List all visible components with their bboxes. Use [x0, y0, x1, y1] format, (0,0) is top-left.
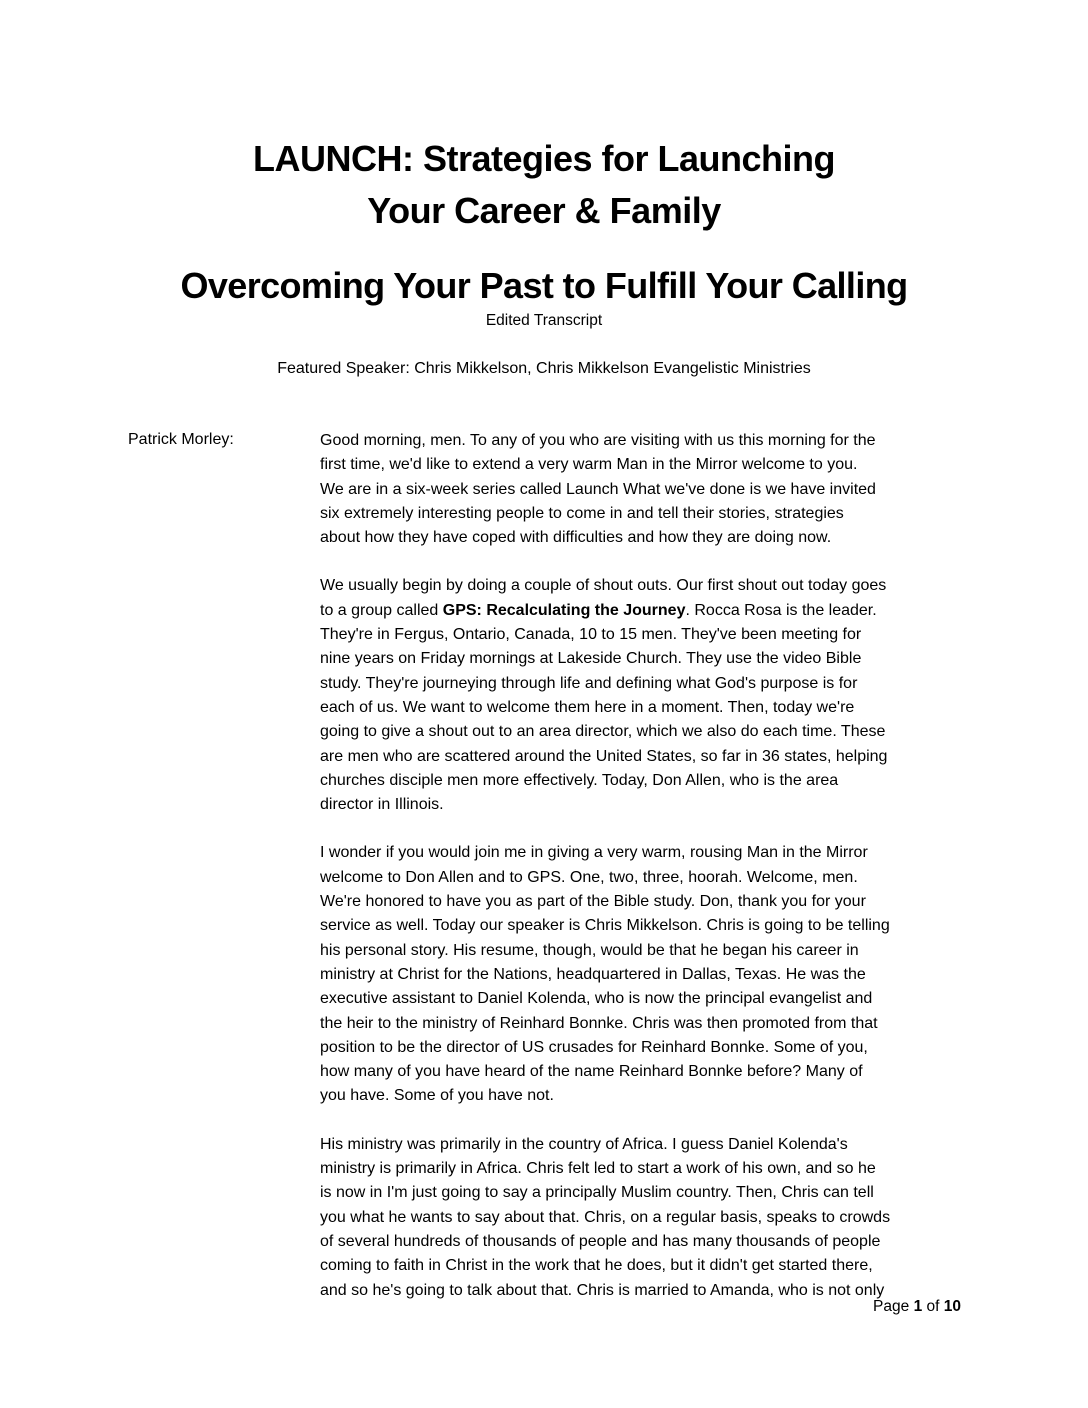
page-title-line-2: Your Career & Family [367, 190, 721, 231]
text-line: you what he wants to say about that. Chris, on a regular basis, speaks to crowds [320, 1208, 891, 1226]
speaker-name: Patrick Morley: [128, 431, 234, 448]
text-line: Good morning, men. To any of you who are visiting with us this morning for the [320, 432, 876, 449]
text-line: I wonder if you would join me in giving a very warm, rousing Man in the Mirror [320, 844, 868, 862]
text-line: service as well. Today our speaker is Chris Mikkelson. Chris is going to be telling [320, 917, 890, 935]
total-pages: 10 [943, 1298, 961, 1315]
text-line: first time, we'd like to extend a very warm Man in the Mirror welcome to you. [320, 456, 858, 474]
edited-transcript-label: Edited Transcript [485, 312, 603, 329]
text-line: welcome to Don Allen and to GPS. One, two, three, hoorah. Welcome, men. [320, 868, 858, 886]
text-line: We usually begin by doing a couple of shout outs. Our first shout out today goes [320, 577, 887, 595]
paragraph-1 [320, 429, 970, 550]
text-line: and so he's going to talk about that. Chris is married to Amanda, who is not only [320, 1281, 885, 1299]
text-line: about how they have coped with difficulties and how they are doing now. [320, 529, 832, 547]
featured-speaker-line: Featured Speaker: Chris Mikkelson, Chris Mikkelson Evangelistic Ministries [277, 360, 811, 377]
page-title-line-1: LAUNCH: Strategies for Launching [252, 138, 836, 179]
text-line: position to be the director of US crusades for Reinhard Bonnke. Some of you, [320, 1038, 868, 1056]
text-line: executive assistant to Daniel Kolenda, who is now the principal evangelist and [320, 990, 873, 1008]
page-number-footer [873, 1296, 961, 1318]
text-line: how many of you have heard of the name Reinhard Bonnke before? Many of [320, 1063, 863, 1081]
text-line: his personal story. His resume, though, would be that he began his career in [320, 941, 859, 959]
text-line [320, 599, 970, 623]
text-line: coming to faith in Christ in the work that he does, but it didn't get started there, [320, 1257, 873, 1275]
text-segment: . Rocca Rosa is the leader. [685, 601, 877, 619]
paragraph-4 [320, 1133, 970, 1303]
text-line: They're in Fergus, Ontario, Canada, 10 to 15 men. They've been meeting for [320, 626, 862, 644]
group-name-bold: GPS: Recalculating the Journey [442, 601, 686, 619]
text-line: His ministry was primarily in the country of Africa. I guess Daniel Kolenda's [320, 1135, 848, 1153]
paragraph-3 [320, 841, 970, 1108]
text-line: of several hundreds of thousands of people and has many thousands of people [320, 1232, 881, 1250]
text-line: is now in I'm just going to say a principally Muslim country. Then, Chris can tell [320, 1184, 874, 1202]
text-line: study. They're journeying through life and defining what God's purpose is for [320, 674, 858, 692]
transcript-body [320, 429, 970, 1327]
text-line: churches disciple men more effectively. Today, Don Allen, who is the area [320, 771, 839, 789]
text-line: ministry is primarily in Africa. Chris felt led to start a work of his own, and so he [320, 1160, 876, 1178]
text-line: director in Illinois. [320, 796, 444, 814]
text-line: going to give a shout out to an area director, which we also do each time. These [320, 723, 886, 741]
title-block [0, 133, 1088, 237]
text-line: you have. Some of you have not. [320, 1087, 554, 1105]
page-label: Page [873, 1298, 910, 1315]
text-line: We are in a six-week series called Launch What we've done is we have invited [320, 480, 876, 498]
text-line: six extremely interesting people to come in and tell their stories, strategies [320, 504, 844, 522]
text-line: ministry at Christ for the Nations, headquartered in Dallas, Texas. He was the [320, 965, 866, 983]
text-line: each of us. We want to welcome them here in a moment. Then, today we're [320, 698, 855, 716]
text-line: We're honored to have you as part of the Bible study. Don, thank you for your [320, 893, 866, 911]
paragraph-2 [320, 574, 970, 817]
page-number: 1 [913, 1298, 923, 1315]
page-subtitle: Overcoming Your Past to Fulfill Your Calling [180, 265, 908, 306]
text-line: are men who are scattered around the United States, so far in 36 states, helping [320, 747, 888, 765]
text-line: nine years on Friday mornings at Lakeside Church. They use the video Bible [320, 650, 862, 668]
text-segment: to a group called [320, 601, 443, 619]
of-label: of [926, 1298, 940, 1315]
text-line: the heir to the ministry of Reinhard Bonnke. Chris was then promoted from that [320, 1014, 878, 1032]
